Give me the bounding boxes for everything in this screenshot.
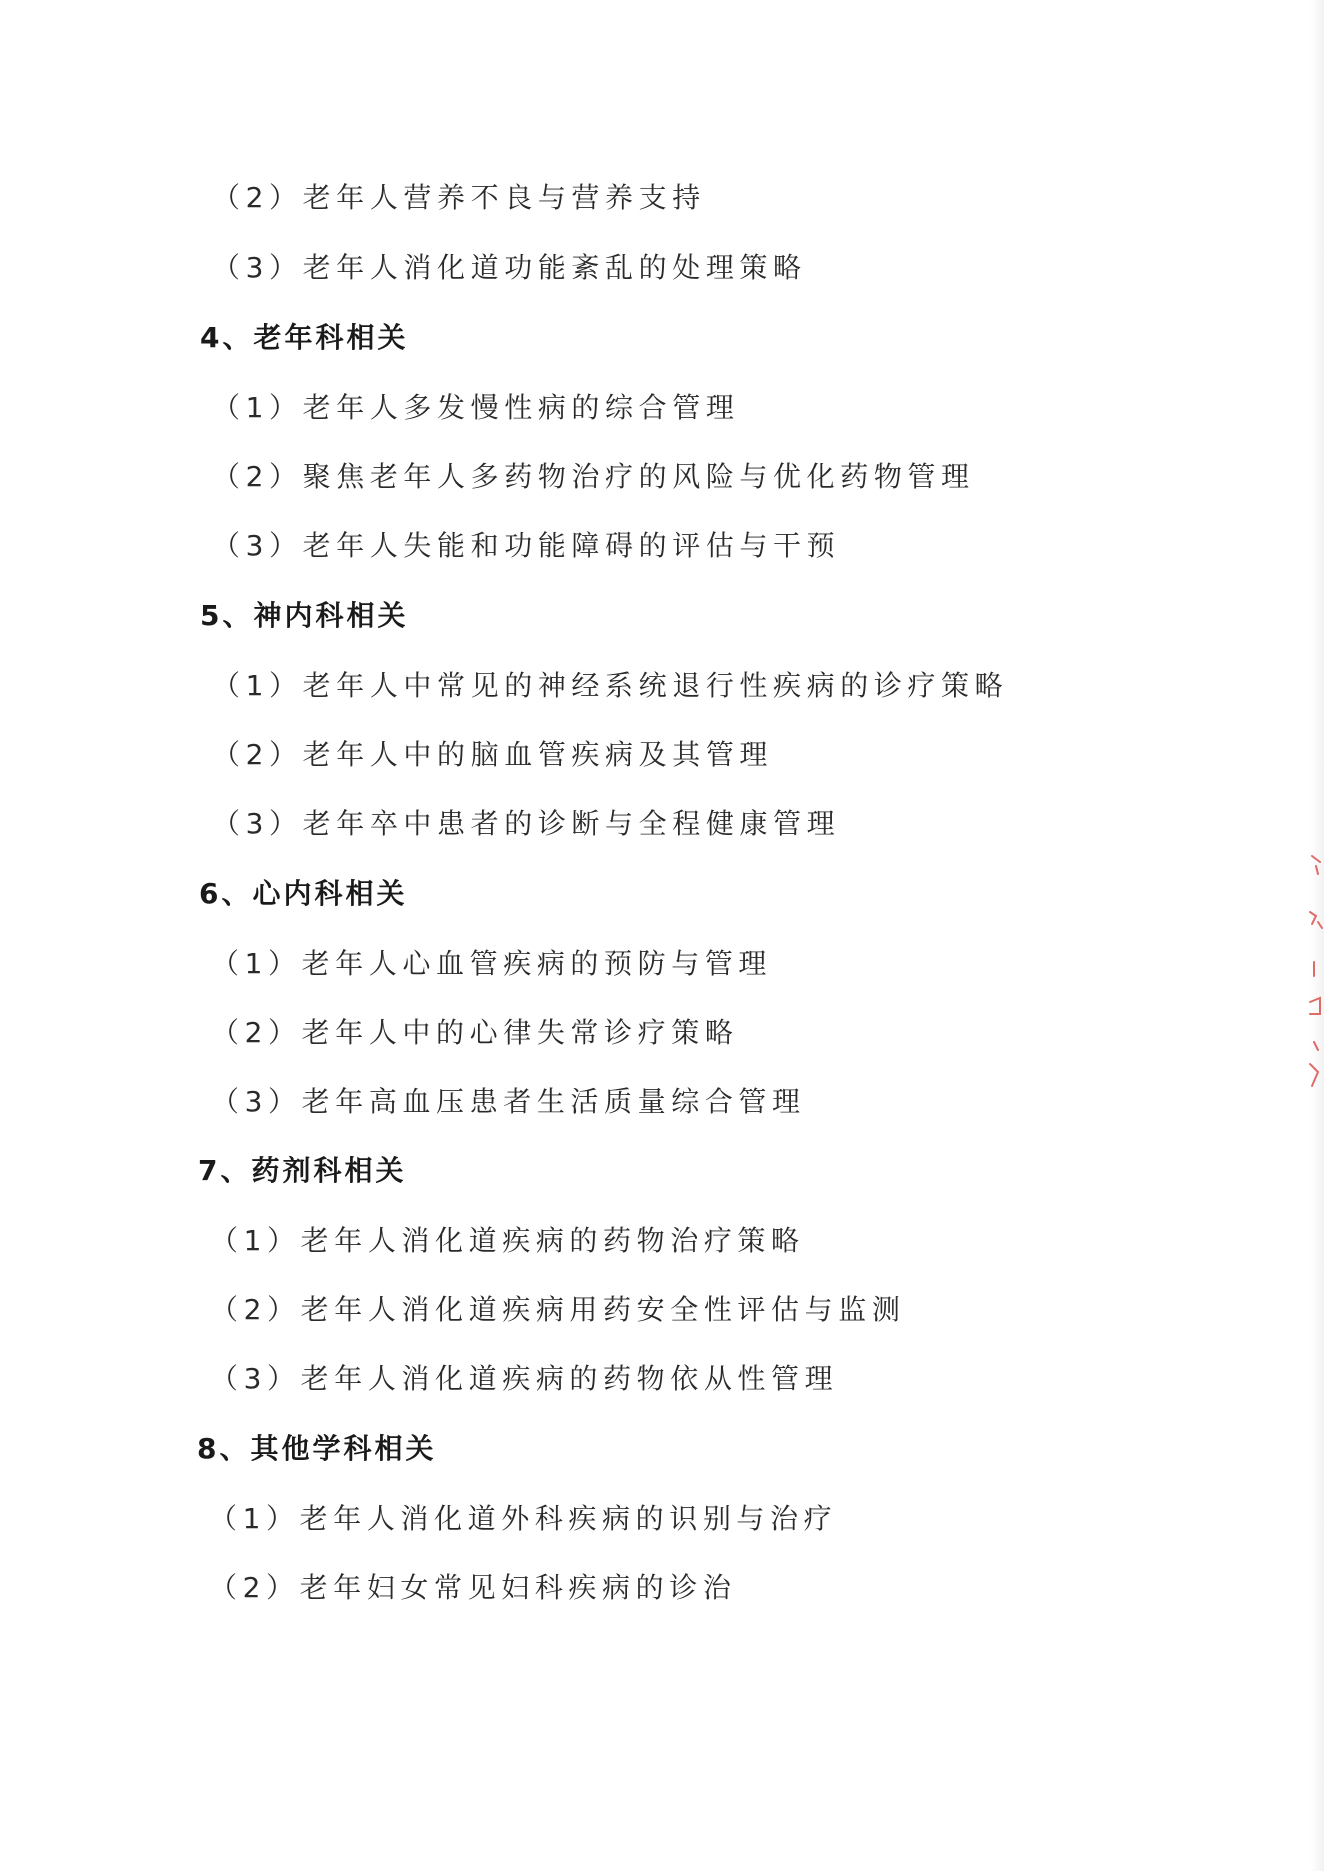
seal-stamp-fragment [1306,852,1324,1092]
item-disability: （3）老年人失能和功能障碍的评估与干预 [212,529,841,562]
heading-other-disciplines: 8、其他学科相关 [197,1432,437,1465]
heading-pharmacy: 7、药剂科相关 [198,1154,407,1187]
item-digestive-disorder: （3）老年人消化道功能紊乱的处理策略 [212,251,807,284]
item-arrhythmia: （2）老年人中的心律失常诊疗策略 [211,1016,739,1049]
item-chronic-disease: （1）老年人多发慢性病的综合管理 [212,391,740,424]
item-stroke: （3）老年卒中患者的诊断与全程健康管理 [212,807,841,840]
item-polypharmacy: （2）聚焦老年人多药物治疗的风险与优化药物管理 [212,460,975,493]
heading-cardiology: 6、心内科相关 [199,877,408,910]
item-drug-safety: （2）老年人消化道疾病用药安全性评估与监测 [210,1293,906,1326]
heading-neurology: 5、神内科相关 [200,599,409,632]
heading-geriatrics: 4、老年科相关 [200,321,409,354]
item-nutrition: （2）老年人营养不良与营养支持 [212,181,706,214]
item-hypertension: （3）老年高血压患者生活质量综合管理 [211,1085,806,1118]
item-cardiovascular: （1）老年人心血管疾病的预防与管理 [211,947,773,980]
item-drug-therapy: （1）老年人消化道疾病的药物治疗策略 [210,1224,805,1257]
item-drug-adherence: （3）老年人消化道疾病的药物依从性管理 [210,1362,839,1395]
item-surgical: （1）老年人消化道外科疾病的识别与治疗 [209,1502,838,1535]
item-cerebrovascular: （2）老年人中的脑血管疾病及其管理 [212,738,774,771]
item-neurodegenerative: （1）老年人中常见的神经系统退行性疾病的诊疗策略 [212,669,1009,702]
item-gynecology: （2）老年妇女常见妇科疾病的诊治 [209,1571,737,1604]
